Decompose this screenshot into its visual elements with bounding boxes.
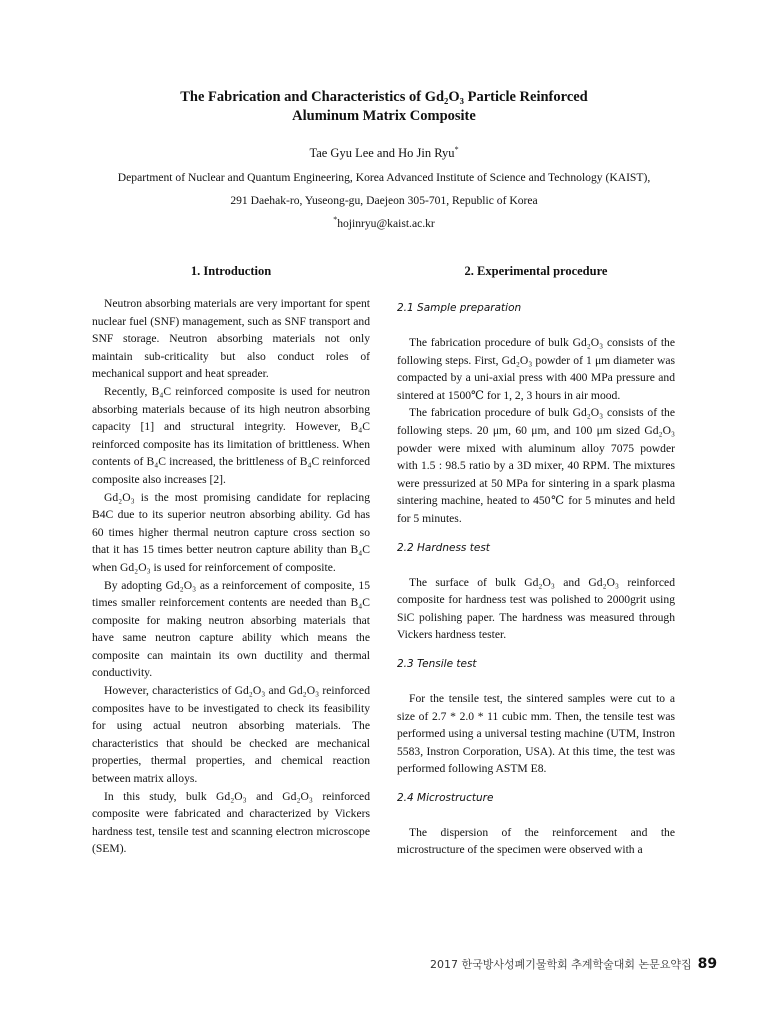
right-column	[397, 262, 675, 859]
paragraph: The surface of bulk Gd₂O₃ and Gd₂O₃ reinforced composite for hardness test was polished to 2000grit using SiC polishing paper. The hardness was measured through Vickers hardness tester.	[397, 575, 675, 642]
paragraph: Neutron absorbing materials are very important for spent nuclear fuel (SNF) management, such as SNF transport and SNF storage. Neutron absorbing materials not only maintain sub-criticality but also conduct roles of mechanical support and heat spreader.	[92, 297, 370, 381]
page-footer	[430, 956, 717, 972]
affiliation-line-1: Department of Nuclear and Quantum Engineering, Korea Advanced Institute of Science and Technology (KAIST),	[117, 171, 651, 184]
subsection-heading-hardness-test: 2.2 Hardness test	[397, 541, 490, 554]
paragraph: The dispersion of the reinforcement and the microstructure of the specimen were observed with a	[397, 825, 675, 857]
email-line	[0, 212, 768, 235]
subsection-heading-microstructure: 2.4 Microstructure	[397, 791, 494, 804]
author-names: Tae Gyu Lee and Ho Jin Ryu	[309, 146, 455, 160]
subsection-heading-sample-preparation: 2.1 Sample preparation	[397, 302, 522, 314]
section-heading-introduction: 1. Introduction	[190, 264, 272, 278]
paragraph: The fabrication procedure of bulk Gd₂O₃ consists of the following steps. 20 μm, 60 μm, and 100 μm sized Gd₂O₃ powder were mixed with aluminum alloy 7075 powder with 1.5 : 98.5 ratio by a 3D mixer, 40 RPM. The mixtures were pressurized at 50 MPa for sintering in a spark plasma sintering machine, heated to 450℃ for 5 minutes and held for 5 minutes.	[397, 406, 675, 525]
paragraph: The fabrication procedure of bulk Gd₂O₃ consists of the following steps. First, Gd₂O₃ powder of 1 μm diameter was compacted by a uni-axial press with 400 MPa pressure and sintered at 1500℃ for 1, 2, 3 hours in air mood.	[397, 336, 675, 402]
page-number: 89	[697, 956, 718, 972]
paragraph: In this study, bulk Gd₂O₃ and Gd₂O₃ reinforced composite were fabricated and characterized by Vickers hardness test, tensile test and scanning electron microscope (SEM).	[92, 789, 370, 856]
section-heading-experimental: 2. Experimental procedure	[464, 264, 608, 278]
paragraph: Gd₂O₃ is the most promising candidate for replacing B4C due to its superior neutron absorbing ability. Gd has 60 times higher thermal neutron capture cross section so that it has 15 times better neutron capture ability than B₄C when Gd₂O₃ is used for reinforcement of composite.	[92, 490, 370, 574]
affiliation	[0, 166, 768, 235]
title-line-2: Aluminum Matrix Composite	[292, 108, 476, 124]
journal-name: 2017 한국방사성폐기물학회 추계학술대회 논문요약집	[430, 958, 692, 971]
subsection-heading-tensile-test: 2.3 Tensile test	[397, 657, 477, 670]
authors	[0, 144, 768, 162]
paragraph: Recently, B₄C reinforced composite is used for neutron absorbing materials because of its high neutron absorbing capacity [1] and structural integrity. However, B₄C reinforced composite has its limitation of brittleness. When contents of B₄C increased, the brittleness of B₄C reinforced composite also increases [2].	[92, 384, 370, 486]
left-column	[92, 262, 370, 858]
email: hojinryu@kaist.ac.kr	[337, 217, 435, 230]
paragraph: By adopting Gd₂O₃ as a reinforcement of composite, 15 times smaller reinforcement contents are needed than B₄C composite for making neutron absorbing materials that have same neutron capture ability which means the composite can maintain its own ductility and thermal conductivity.	[92, 578, 370, 680]
paragraph: However, characteristics of Gd₂O₃ and Gd₂O₃ reinforced composites have to be investigated to check its feasibility for using actual neutron absorbing materials. The characteristics that should be checked are mechanical properties, thermal properties, and chemical reaction between matrix alloys.	[92, 684, 370, 786]
paragraph: For the tensile test, the sintered samples were cut to a size of 2.7 * 2.0 * 11 cubic mm. Then, the tensile test was performed using a universal testing machine (UTM, Instron 5583, Instron Corporation, USA). At this time, the test was performed following ASTM E8.	[397, 691, 675, 776]
corresponding-mark: *	[454, 144, 459, 154]
title-line-1: The Fabrication and Characteristics of Gd₂O₃ Particle Reinforced	[180, 89, 588, 105]
affiliation-line-2: 291 Daehak-ro, Yuseong-gu, Daejeon 305-701, Republic of Korea	[230, 194, 538, 207]
paper-title	[0, 88, 768, 126]
email-mark: *	[333, 215, 338, 225]
